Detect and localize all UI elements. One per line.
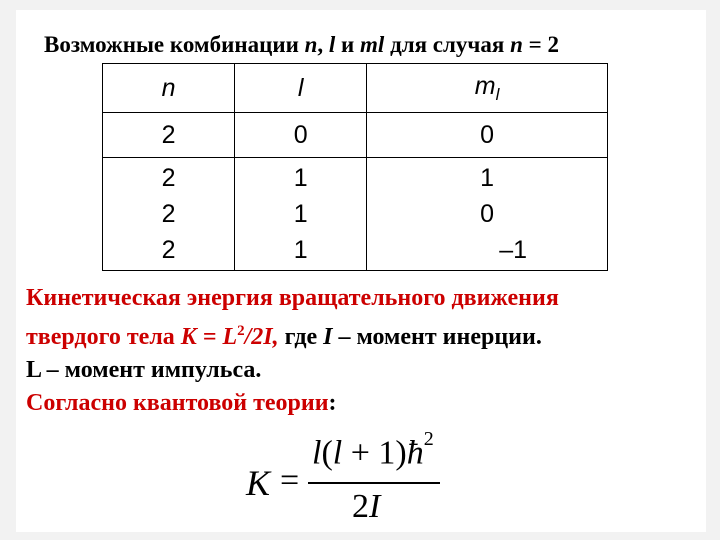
text-line-3: L – момент импульса. (26, 357, 262, 383)
den-2: 2 (352, 488, 369, 525)
formula-rest: /2I, (244, 324, 279, 350)
header-n: n (103, 64, 235, 113)
title-n2: n (510, 32, 523, 57)
quantum-numbers-table (102, 63, 608, 271)
den-I: I (369, 488, 381, 525)
text-line-2-red: твердого тела (26, 324, 181, 350)
num-plus-one: + 1 (342, 434, 396, 472)
fraction-bar (308, 482, 440, 484)
text-where: где (278, 324, 324, 350)
table-row (103, 113, 608, 158)
title-l: l (328, 32, 336, 57)
num-l: l (312, 434, 322, 472)
kinetic-energy-text (26, 282, 716, 420)
num-paren-open: ( (321, 434, 333, 472)
formula-denominator (352, 488, 380, 526)
cell-m-value: 1 (480, 164, 495, 192)
cell-m-value: 0 (480, 200, 495, 228)
cell-l-value: 1 (293, 164, 308, 192)
formula-sup: 2 (237, 323, 245, 339)
text-line-2 (26, 315, 716, 354)
title-ml: ml (360, 32, 385, 57)
title-text-2: для случая (384, 32, 511, 57)
cell-m: 0 (367, 113, 608, 158)
table-row (103, 158, 608, 271)
text-inertia: – момент инерции. (332, 324, 542, 350)
text-I: I (323, 324, 333, 350)
text-colon: : (328, 390, 337, 416)
cell-m-value: –1 (499, 236, 528, 264)
table-header-row (103, 64, 608, 113)
text-line-4-red: Согласно квантовой теории (26, 390, 329, 416)
cell-l: 0 (235, 113, 367, 158)
title-n: n (304, 32, 318, 57)
formula-equals: = (280, 462, 300, 499)
cell-n-value: 2 (161, 164, 176, 192)
title-eq: = 2 (522, 32, 559, 57)
formula-K: K (246, 463, 271, 503)
cell-n-group (103, 158, 235, 271)
slide-title (44, 32, 559, 58)
cell-n-value: 2 (161, 236, 176, 264)
text-line-1: Кинетическая энергия вращательного движения (26, 285, 559, 311)
num-hbar: ħ (406, 434, 424, 472)
formula-K-L: K = L (180, 324, 238, 350)
num-l2: l (332, 434, 343, 472)
cell-n: 2 (103, 113, 235, 158)
header-ml (367, 64, 608, 113)
header-l: l (235, 64, 367, 113)
cell-n-value: 2 (161, 200, 176, 228)
formula-numerator (312, 428, 434, 472)
title-and: и (335, 32, 361, 57)
title-text: Возможные комбинации (44, 32, 305, 57)
energy-formula (246, 428, 446, 532)
cell-l-value: 1 (293, 236, 308, 264)
num-sup: 2 (423, 428, 434, 450)
num-paren-close: ) (395, 434, 407, 472)
text-line-4 (26, 387, 716, 420)
title-comma: , (317, 32, 329, 57)
cell-m-group (367, 158, 608, 271)
cell-l-value: 1 (293, 200, 308, 228)
header-m-sub: l (495, 84, 500, 104)
header-m: m (474, 71, 496, 100)
cell-l-group (235, 158, 367, 271)
